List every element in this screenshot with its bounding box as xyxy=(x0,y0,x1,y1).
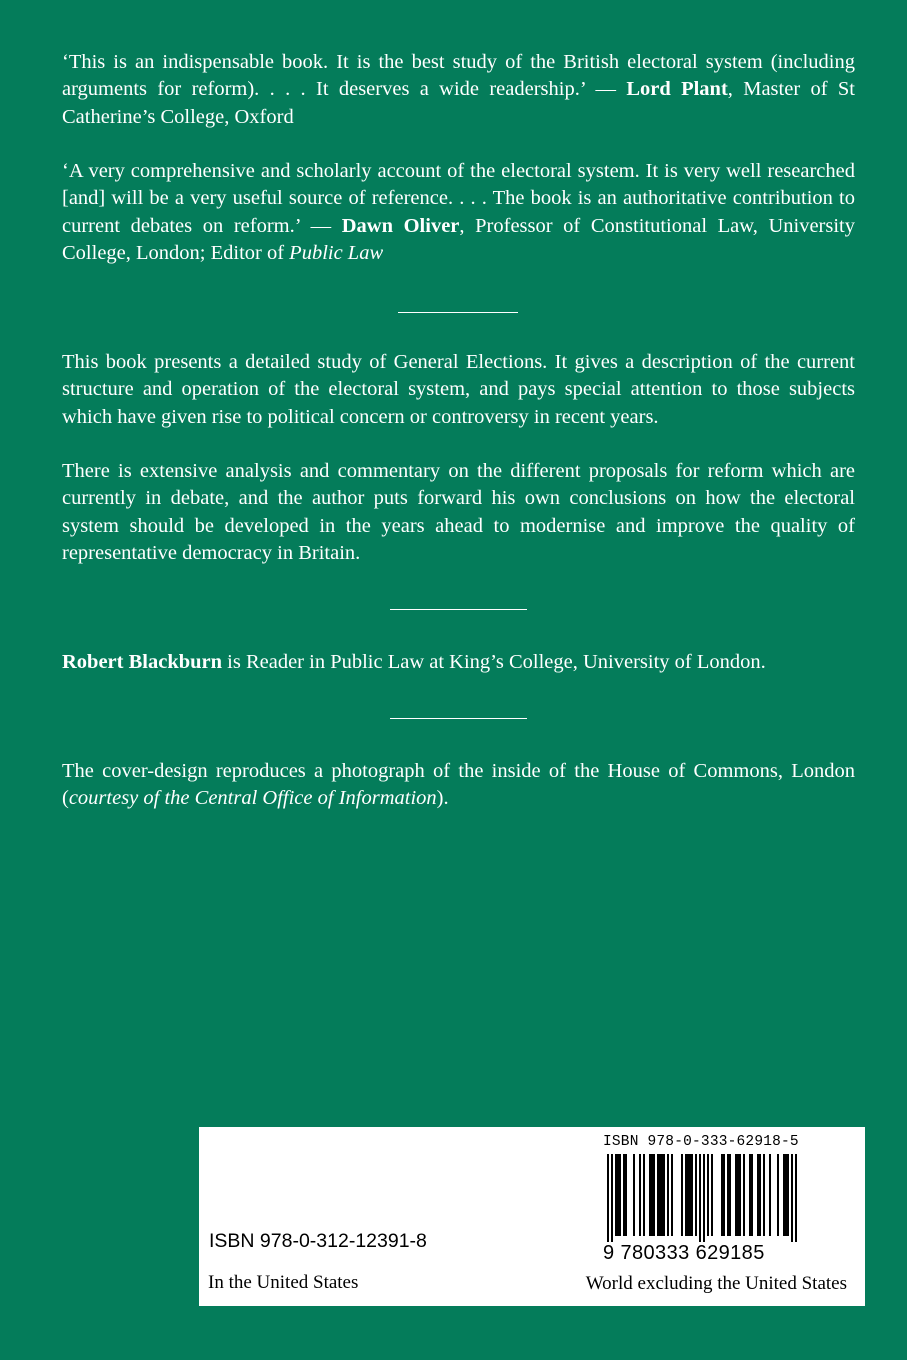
barcode-bar-27 xyxy=(783,1154,789,1236)
barcode-bar-23 xyxy=(757,1154,761,1236)
isbn-world: ISBN 978-0-333-62918-5 xyxy=(603,1134,799,1150)
barcode-bar-7 xyxy=(649,1154,655,1236)
barcode-bar-0 xyxy=(607,1154,609,1242)
barcode-bar-17 xyxy=(711,1154,713,1236)
quote-text: ‘This is an indispensable book. It is the best study of the British electoral system (including arguments for reform). . . . It deserves a wide readership.’ — xyxy=(62,51,855,101)
author-bio-text: is Reader in Public Law at King’s College, University of London. xyxy=(222,651,766,673)
barcode-bar-13 xyxy=(695,1154,697,1236)
barcode-bar-25 xyxy=(769,1154,771,1236)
divider-rule xyxy=(390,718,527,719)
barcode-bar-9 xyxy=(667,1154,669,1236)
cover-credit-source: courtesy of the Central Office of Information xyxy=(68,787,437,810)
barcode-bar-22 xyxy=(749,1154,753,1236)
barcode-bar-1 xyxy=(611,1154,613,1242)
barcode-panel xyxy=(199,1127,865,1306)
barcode-bar-24 xyxy=(763,1154,765,1236)
cover-credit xyxy=(62,758,855,813)
isbn-us: ISBN 978-0-312-12391-8 xyxy=(209,1230,427,1252)
quote-author: Lord Plant xyxy=(626,78,728,101)
quote-dawn-oliver xyxy=(62,158,855,267)
barcode-number: 9 780333 629185 xyxy=(603,1242,765,1264)
author-name: Robert Blackburn xyxy=(62,651,223,673)
barcode-bar-5 xyxy=(639,1154,641,1236)
quote-text: ‘A very comprehensive and scholarly account of the electoral system. It is very well researched [and] will be a very useful source of reference. . . . The book is an authoritative contribution to current debates on reform.’ — xyxy=(62,160,855,237)
divider-rule xyxy=(398,312,518,313)
quote-publication: Public Law xyxy=(289,241,384,264)
barcode-bar-6 xyxy=(643,1154,645,1236)
quote-affiliation: , Professor of Constitutional Law, University College, London; Editor of xyxy=(62,214,855,264)
barcode-bar-12 xyxy=(685,1154,693,1236)
cover-credit-text: The cover-design reproduces a photograph of the inside of the House of Commons, London ( xyxy=(62,760,855,810)
barcode-bar-4 xyxy=(633,1154,635,1236)
barcode-bar-21 xyxy=(743,1154,745,1236)
barcode-bar-8 xyxy=(657,1154,665,1236)
barcode-bar-16 xyxy=(707,1154,709,1236)
barcode-bar-26 xyxy=(777,1154,779,1236)
quote-affiliation: , Master of St Catherine’s College, Oxford xyxy=(62,78,855,128)
barcode-bar-14 xyxy=(699,1154,701,1242)
divider-rule xyxy=(390,609,527,610)
barcode-bar-10 xyxy=(671,1154,673,1236)
quote-lord-plant xyxy=(62,49,855,131)
barcode-bar-20 xyxy=(735,1154,741,1236)
barcode-bar-28 xyxy=(791,1154,793,1242)
barcode-bar-29 xyxy=(795,1154,797,1242)
description-paragraph-2: There is extensive analysis and commentary on the different proposals for reform which are currently in debate, and the author puts forward his own conclusions on how the electoral system should be developed in the years ahead to modernise and improve the quality of representative democracy in Britain. xyxy=(62,460,855,564)
barcode-bar-3 xyxy=(623,1154,627,1236)
barcode-bar-11 xyxy=(681,1154,683,1236)
author-bio xyxy=(62,649,855,676)
us-label: In the United States xyxy=(208,1272,359,1293)
barcode-bar-19 xyxy=(727,1154,731,1236)
world-label: World excluding the United States xyxy=(585,1273,847,1294)
barcode-bar-2 xyxy=(615,1154,621,1236)
barcode-image xyxy=(603,1154,803,1242)
quote-author: Dawn Oliver xyxy=(341,214,460,237)
barcode-bar-15 xyxy=(703,1154,705,1242)
cover-credit-suffix: ). xyxy=(436,787,449,810)
description-paragraph-1: This book presents a detailed study of General Elections. It gives a description of the current structure and operation of the electoral system, and pays special attention to those subjects which have given rise to political concern or controversy in recent years. xyxy=(62,351,855,428)
barcode-bar-18 xyxy=(721,1154,725,1236)
